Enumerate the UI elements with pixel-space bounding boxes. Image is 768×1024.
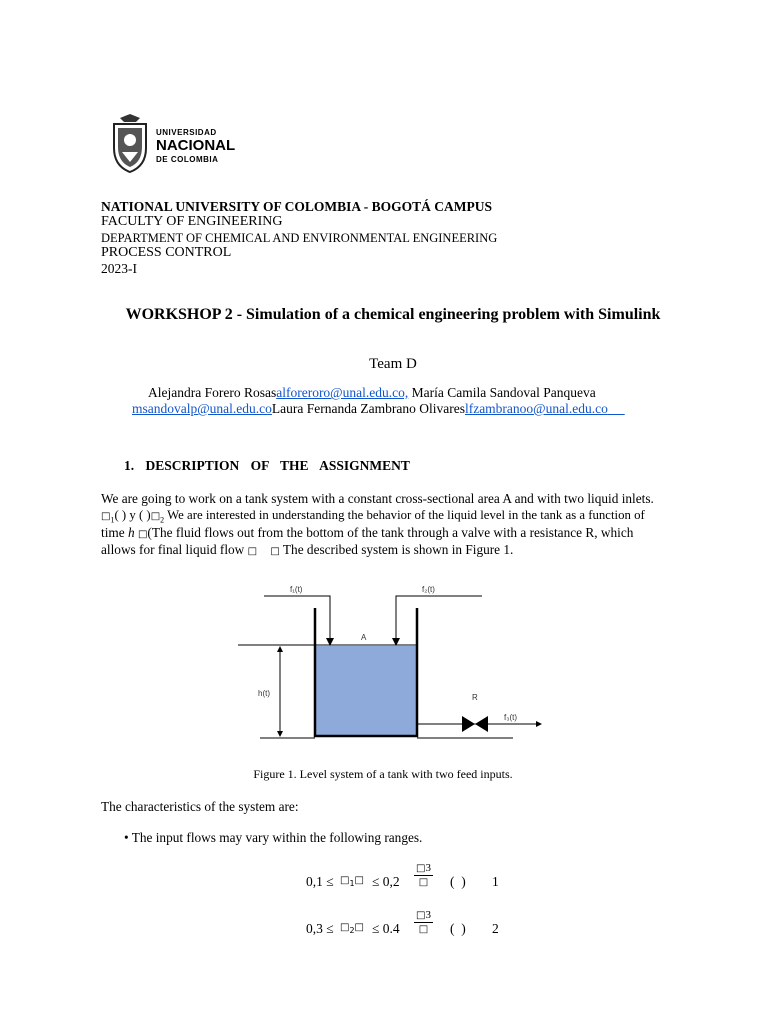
paragraph-line2-text: We are interested in understanding the behavior of the liquid level in the tank as a function of: [167, 508, 645, 522]
coat-of-arms-icon: [110, 114, 150, 174]
paragraph-line4-a: allows for final liquid flow: [101, 542, 245, 557]
eq2-glyph: $□_2□$: [340, 922, 364, 935]
bullet-input-flows: • The input flows may vary within the following ranges.: [124, 830, 423, 845]
eq1-glyph: $□_1□$: [340, 875, 364, 888]
document-title: WORKSHOP 2 - Simulation of a chemical engineering problem with Simulink: [125, 306, 661, 323]
logo-line1: UNIVERSIDAD: [156, 128, 217, 137]
author1-name: Alejandra Forero Rosas: [148, 385, 277, 400]
equation-2: [306, 909, 526, 945]
eq2-units: □3 □: [416, 909, 431, 935]
paragraph-line4: [101, 541, 681, 560]
author3-name: Laura Fernanda Zambrano Olivares: [271, 401, 465, 416]
characteristics-text: The characteristics of the system are:: [101, 799, 299, 814]
paragraph-line4-b: The described system is shown in Figure 1.: [282, 542, 514, 557]
section-title: DESCRIPTION OF THE ASSIGNMENT: [145, 458, 410, 473]
eq2-number: 2: [492, 921, 499, 936]
section-heading: [124, 458, 410, 474]
missing-glyph-t: □: [137, 529, 148, 540]
header-term: 2023-I: [101, 261, 137, 276]
logo-line3: DE COLOMBIA: [156, 155, 219, 164]
missing-glyph-f2: □: [150, 511, 161, 522]
eq1-number: 1: [492, 874, 499, 889]
paragraph-line1: We are going to work on a tank system with a constant cross-sectional area A and with two liquid inlets.: [101, 491, 654, 506]
section-number: 1.: [124, 458, 135, 473]
paragraph-line2: $□_1$( ) y ( )$□_2$ We are interested in understanding the behavior of the liquid level in the tank as a function of: [101, 508, 645, 525]
university-logo: [110, 114, 245, 176]
authors-line1: [148, 384, 596, 401]
label-resistance: R: [472, 693, 478, 702]
author2-name: María Camila Sandoval Panqueva: [408, 385, 596, 400]
label-height: h(t): [258, 689, 270, 698]
eq1-right: ≤ 0,2: [372, 874, 400, 889]
figure-caption: Figure 1. Level system of a tank with two feed inputs.: [253, 767, 513, 781]
missing-glyph-f1: □: [101, 511, 111, 522]
header-faculty: FACULTY OF ENGINEERING: [101, 214, 283, 229]
paragraph-line3: time h □(The fluid flows out from the bottom of the tank through a valve with a resistance R, which: [101, 525, 634, 540]
label-f2: f₂(t): [422, 585, 435, 594]
equation-1: [306, 862, 526, 898]
header-department: DEPARTMENT OF CHEMICAL AND ENVIRONMENTAL ENGINEERING: [101, 231, 498, 245]
missing-glyph-f3: □: [247, 546, 258, 557]
author2-email-link[interactable]: msandovalp@unal.edu.co: [132, 401, 272, 416]
eq2-paren: ( ): [450, 921, 466, 936]
authors-line2: [132, 400, 625, 417]
eq1-units: □3 □: [416, 862, 431, 888]
paragraph-line3-b: (The fluid flows out from the bottom of the tank through a valve with a resistance R, which: [147, 525, 634, 540]
missing-glyph-f3b: □: [270, 546, 280, 557]
logo-line2: NACIONAL: [156, 137, 236, 154]
eq1-left: 0,1 ≤: [306, 874, 334, 889]
eq2-right: ≤ 0.4: [372, 921, 400, 936]
feed-line-2: [396, 596, 482, 642]
link-underline-tail: [608, 401, 625, 416]
author1-email-link[interactable]: alforeroro@unal.edu.co,: [276, 385, 409, 400]
header-course: PROCESS CONTROL: [101, 245, 232, 260]
eq1-paren: ( ): [450, 874, 466, 889]
label-f3: f₃(t): [504, 713, 518, 722]
eq2-left: 0,3 ≤: [306, 921, 334, 936]
label-f1: f₁(t): [290, 585, 303, 594]
feed-line-1: [264, 596, 330, 642]
flow-notation: ( ) y ( ): [114, 508, 151, 522]
paragraph-line3-a: time: [101, 525, 125, 540]
tank-diagram: [228, 578, 548, 758]
author3-email-link[interactable]: lfzambranoo@unal.edu.co: [464, 401, 608, 416]
valve-icon: [462, 716, 475, 732]
label-area: A: [361, 633, 367, 642]
header-university: NATIONAL UNIVERSITY OF COLOMBIA - BOGOTÁ CAMPUS: [101, 199, 493, 214]
team-name: Team D: [369, 356, 417, 372]
tank-liquid: [315, 646, 417, 736]
